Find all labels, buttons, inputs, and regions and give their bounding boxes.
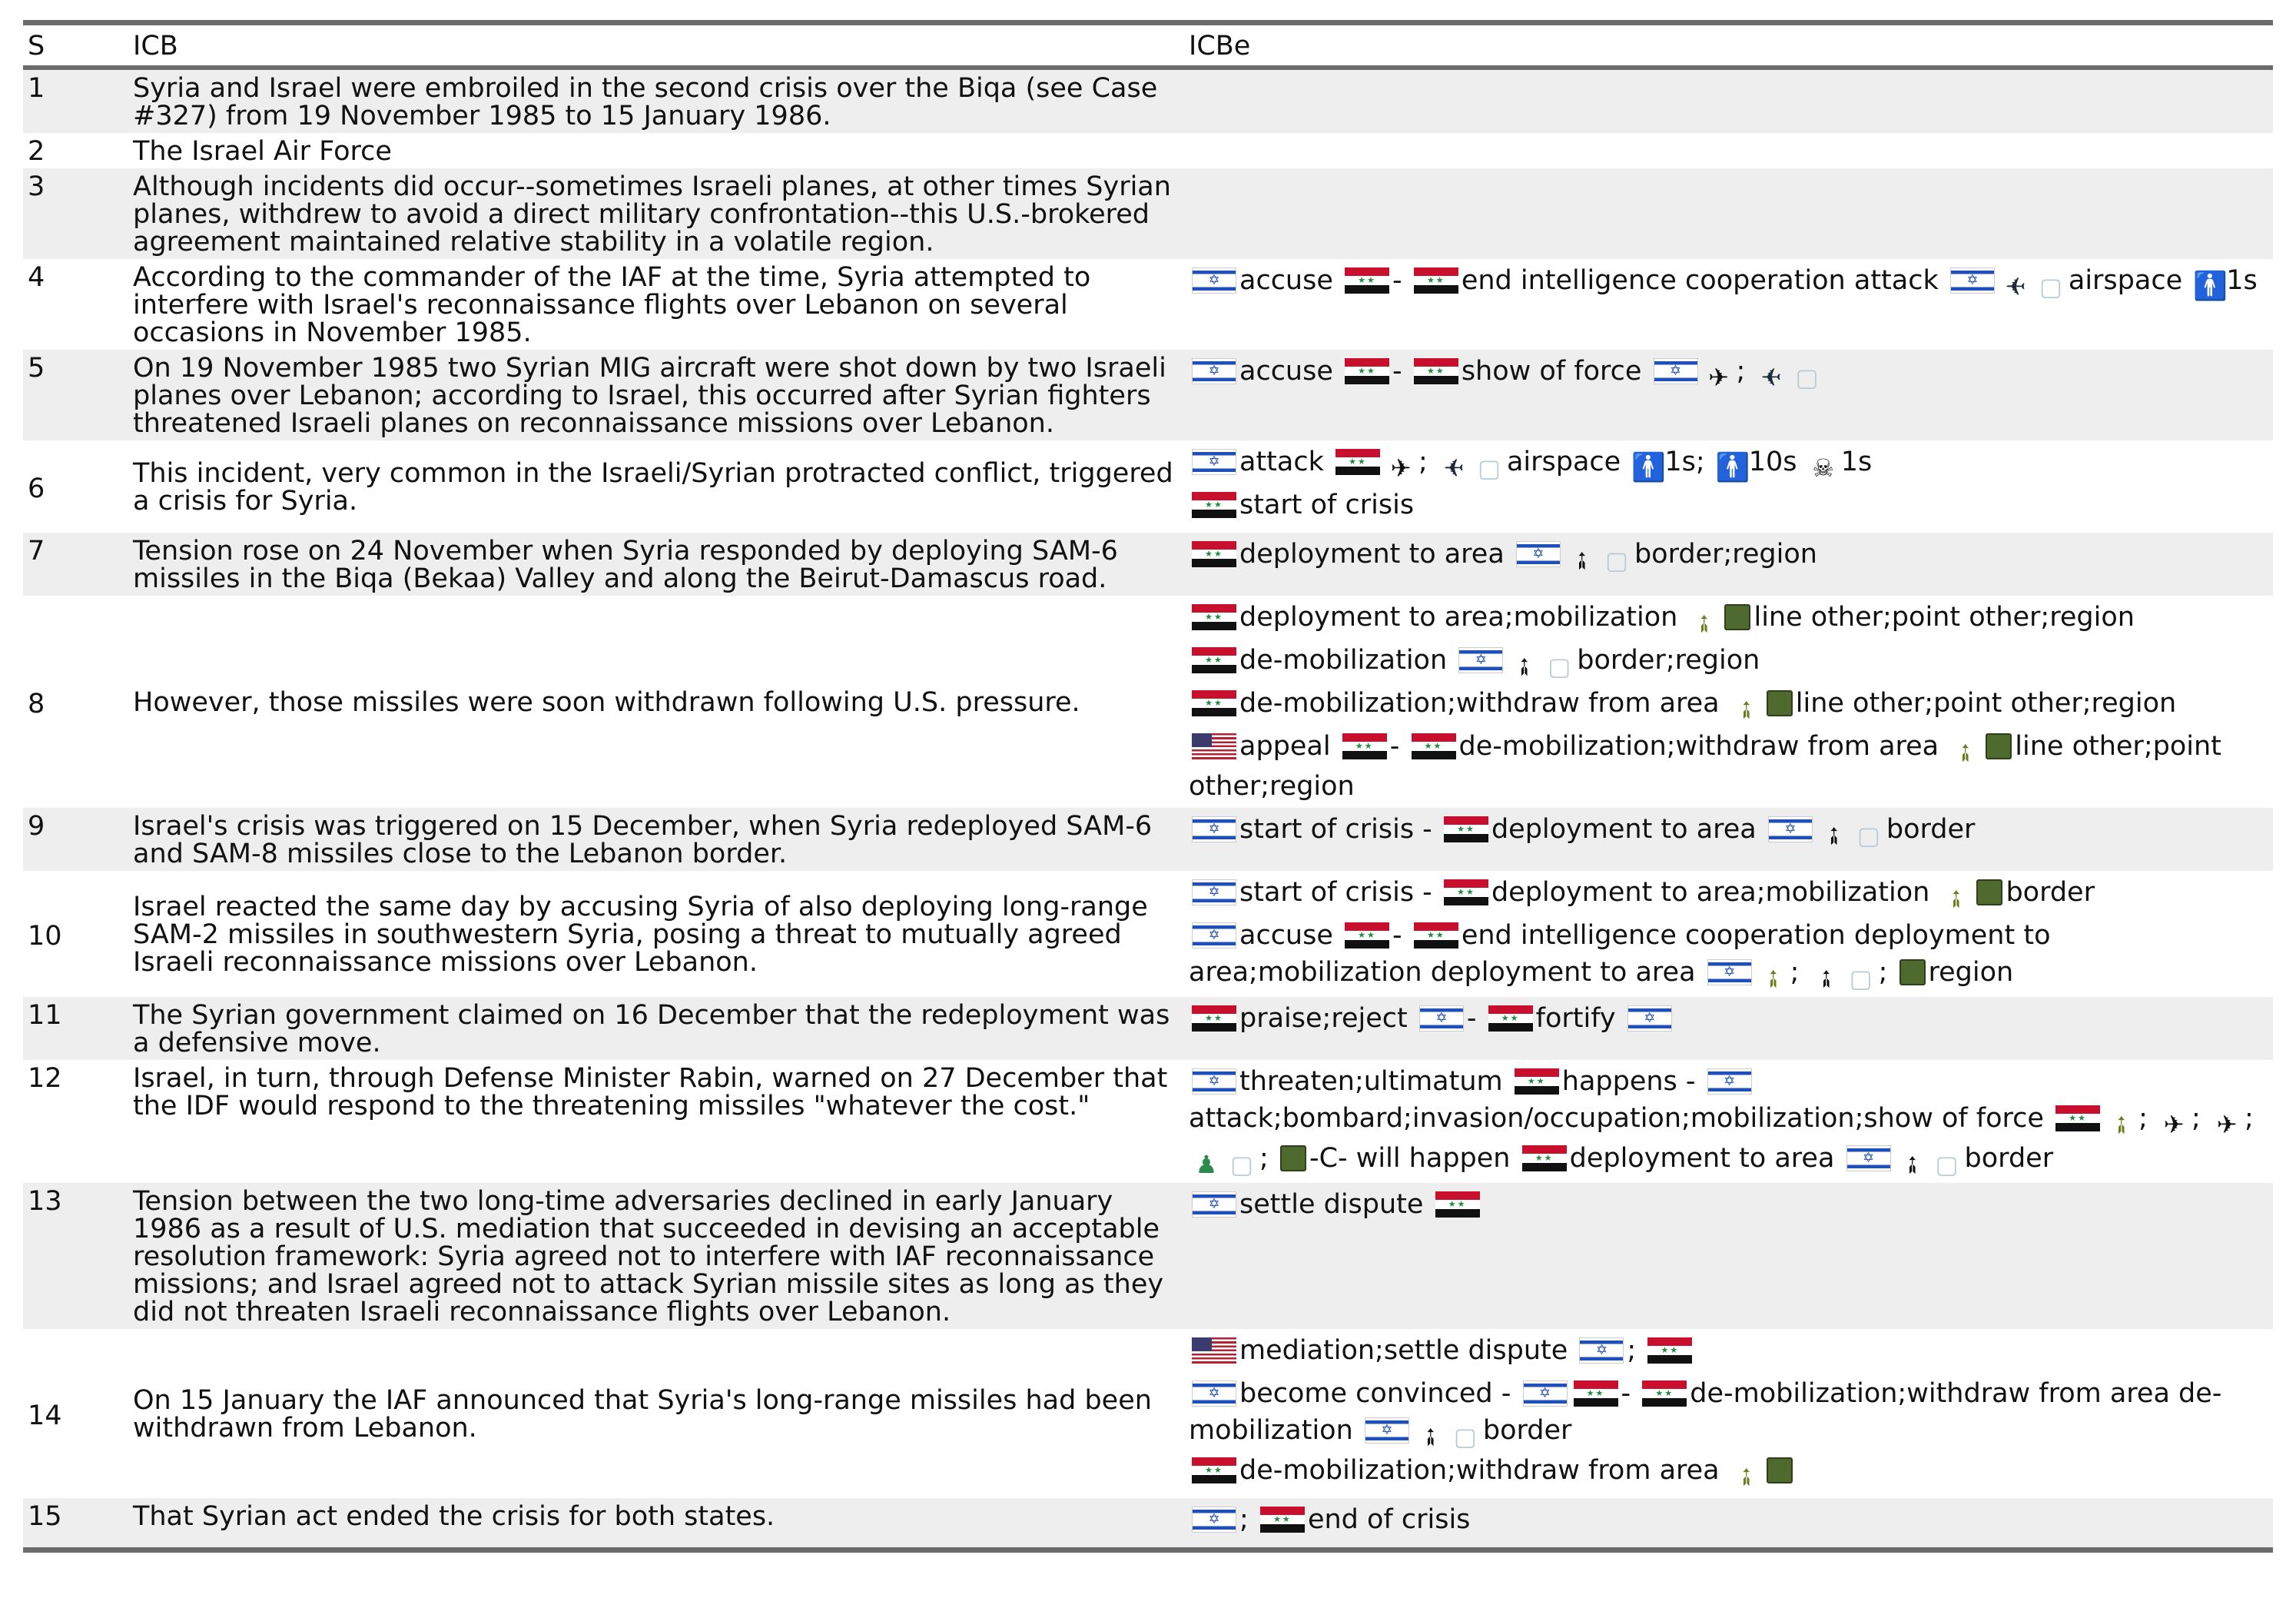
icbe-text: 1s xyxy=(2226,265,2258,296)
icbe-event-line xyxy=(1189,1000,2273,1043)
icb-text: The Syrian government claimed on 16 December that the redeployment was a defensive move. xyxy=(128,997,1184,1060)
icbe-text: fortify xyxy=(1535,1003,1616,1034)
sam-icon: ➶ xyxy=(1727,692,1763,727)
syria-flag-icon xyxy=(1488,1005,1533,1032)
icbe-text: mediation;settle dispute xyxy=(1239,1335,1568,1366)
syria-flag-icon xyxy=(1414,267,1458,294)
israel-flag-icon xyxy=(1950,267,1995,294)
header-s: S xyxy=(23,25,128,68)
icbe-event-line xyxy=(1189,262,2273,305)
icbe-cell xyxy=(1184,168,2273,259)
icbe-text: - xyxy=(1392,265,1402,296)
sam-icon: ➶ xyxy=(1938,881,1974,916)
icbe-text: 1s xyxy=(1840,447,1873,477)
icbe-text: ; xyxy=(2244,1103,2254,1134)
jet-icon: ✈ xyxy=(2216,1110,2238,1139)
icbe-text: become convinced - xyxy=(1239,1378,1511,1409)
icbe-text: region xyxy=(1928,957,2014,988)
skull-icon: ☠ xyxy=(1812,453,1835,483)
usa-flag-icon xyxy=(1192,1337,1236,1364)
icbe-text: border;region xyxy=(1634,539,1817,570)
icbe-cell xyxy=(1184,68,2273,133)
icbe-text: de-mobilization;withdraw from area xyxy=(1239,688,1720,719)
israel-flag-icon xyxy=(1768,816,1813,842)
icbe-text: start of crisis xyxy=(1239,490,1415,520)
icbe-text: attack;bombard;invasion/occupation;mobilization;show of force xyxy=(1189,1103,2044,1134)
israel-flag-icon xyxy=(1192,1507,1236,1533)
airspace-icon: ▢ xyxy=(1229,1150,1254,1179)
sam-icon: ➶ xyxy=(1727,1459,1763,1494)
icbe-text: deployment to area xyxy=(1491,814,1757,845)
icbe-event-line xyxy=(1189,685,2273,728)
icbe-text: ; xyxy=(1878,957,1888,988)
icbe-event-line xyxy=(1189,874,2273,917)
land-icon xyxy=(1280,1145,1306,1171)
icbe-text: line other;point other;region xyxy=(1795,688,2177,719)
icb-text: Although incidents did occur--sometimes Israeli planes, at other times Syrian planes, withdrew to avoid a direct military confrontation--this U.S.-brokered agreement maintained relative stability in a volatile region. xyxy=(128,168,1184,259)
icb-text: Tension rose on 24 November when Syria responded by deploying SAM-6 missiles in the Biqa (Bekaa) Valley and along the Beirut-Damascus road. xyxy=(128,533,1184,596)
icb-text: On 15 January the IAF announced that Syria's long-range missiles had been withdrawn from Lebanon. xyxy=(133,1385,1152,1444)
top-rule xyxy=(23,20,2273,25)
land-icon xyxy=(1767,1457,1793,1483)
israel-flag-icon xyxy=(1192,922,1236,949)
missile-icon: ➶ xyxy=(1412,1419,1448,1454)
icb-text: On 19 November 1985 two Syrian MIG aircraft were shot down by two Israeli planes over Lebanon; according to Israel, this occurred after Syrian fighters threatened Israeli planes on reconnaissance missions over Lebanon. xyxy=(128,350,1184,440)
icbe-text: deployment to area;mobilization xyxy=(1491,877,1930,908)
icbe-event-line xyxy=(1189,811,2273,854)
icbe-text: border xyxy=(1964,1143,2054,1174)
row-number: 8 xyxy=(28,689,45,719)
icbe-text: airspace xyxy=(1506,447,1621,477)
icbe-event-line xyxy=(1189,1501,2273,1544)
sam-icon: ➶ xyxy=(1947,735,1983,770)
row-number: 11 xyxy=(23,997,128,1060)
airspace-icon: ▢ xyxy=(2039,272,2062,301)
syria-flag-icon xyxy=(1435,1191,1480,1218)
icbe-event-line xyxy=(1189,353,2273,396)
missile-icon: ➶ xyxy=(1807,961,1843,996)
israel-flag-icon xyxy=(1654,358,1698,384)
syria-flag-icon xyxy=(1192,690,1236,716)
row-number: 12 xyxy=(28,1063,62,1094)
israel-flag-icon xyxy=(1419,1005,1464,1032)
row-number: 9 xyxy=(23,808,128,871)
icb-text: That Syrian act ended the crisis for both states. xyxy=(128,1498,1184,1547)
jet-icon: ✈ xyxy=(1390,453,1412,483)
icbe-text: line other;point other;region xyxy=(1189,731,2221,802)
icbe-text: ; xyxy=(1736,356,1746,387)
row-number: 3 xyxy=(23,168,128,259)
icbe-text: start of crisis - xyxy=(1239,877,1432,908)
icbe-cell xyxy=(1184,871,2273,997)
icbe-cell xyxy=(1184,533,2273,596)
icbe-event-line xyxy=(1189,728,2273,805)
land-icon xyxy=(1900,959,1926,985)
land-icon xyxy=(1724,604,1750,630)
israel-flag-icon xyxy=(1192,358,1236,384)
land-icon xyxy=(1976,879,2002,905)
israel-flag-icon xyxy=(1523,1380,1568,1407)
icbe-text: accuse xyxy=(1239,265,1333,296)
icbe-text: ; xyxy=(1259,1143,1269,1174)
icbe-text: - xyxy=(1389,731,1400,762)
row-number: 1 xyxy=(23,68,128,133)
icb-text: Israel's crisis was triggered on 15 December, when Syria redeployed SAM-6 and SAM-8 missiles close to the Lebanon border. xyxy=(128,808,1184,871)
missile-icon: ➶ xyxy=(1564,543,1599,578)
airspace-icon: ▢ xyxy=(1849,964,1873,993)
row-number: 5 xyxy=(23,350,128,440)
icbe-text: border xyxy=(2006,877,2095,908)
icbe-text: ; xyxy=(2138,1103,2148,1134)
icbe-text: - xyxy=(1392,356,1402,387)
table-row xyxy=(23,1329,2273,1498)
table-row xyxy=(23,259,2273,350)
icb-text: Israel, in turn, through Defense Minister Rabin, warned on 27 December that the IDF would respond to the threatening missiles "whatever the cost." xyxy=(133,1063,1168,1121)
table-row xyxy=(23,997,2273,1060)
syria-flag-icon xyxy=(1335,449,1380,475)
table-row xyxy=(23,168,2273,259)
table-row xyxy=(23,133,2273,168)
syria-flag-icon xyxy=(1345,267,1389,294)
icbe-text: 1s; xyxy=(1664,447,1705,477)
israel-flag-icon xyxy=(1579,1337,1624,1364)
icb-text: Syria and Israel were embroiled in the second crisis over the Biqa (see Case #327) from 19 November 1985 to 15 January 1986. xyxy=(128,68,1184,133)
icbe-text: appeal xyxy=(1239,731,1331,762)
airspace-icon: ▢ xyxy=(1935,1150,1959,1179)
icbe-event-line xyxy=(1189,1186,2273,1229)
icbe-event-line xyxy=(1189,1452,2273,1495)
icbe-text: deployment to area xyxy=(1569,1143,1835,1174)
table-row xyxy=(23,1060,2273,1183)
troops-icon: ♟ xyxy=(1195,1150,1218,1179)
syria-flag-icon xyxy=(1192,647,1236,673)
icbe-text: airspace xyxy=(2068,265,2183,296)
icbe-text: - xyxy=(1466,1003,1477,1034)
israel-flag-icon xyxy=(1627,1005,1672,1032)
icbe-text: attack xyxy=(1239,447,1324,477)
uav-icon: ✈ xyxy=(1761,363,1782,392)
person-icon: 🚹 xyxy=(1631,452,1667,483)
uav-icon: ✈ xyxy=(2005,272,2026,301)
icb-text: However, those missiles were soon withdrawn following U.S. pressure. xyxy=(133,687,1080,718)
icbe-cell xyxy=(1184,259,2273,350)
icbe-text: deployment to area;mobilization xyxy=(1239,602,1678,633)
usa-flag-icon xyxy=(1192,733,1236,759)
icbe-cell xyxy=(1184,1329,2273,1498)
icbe-text: ; xyxy=(1627,1335,1637,1366)
icbe-text: ; xyxy=(1239,1504,1249,1535)
icbe-text: 10s xyxy=(1748,447,1797,477)
icbe-event-line xyxy=(1189,1063,2273,1180)
airspace-icon: ▢ xyxy=(1856,821,1880,850)
icbe-text: show of force xyxy=(1461,356,1642,387)
israel-flag-icon xyxy=(1516,541,1561,567)
missile-icon: ➶ xyxy=(1506,649,1542,684)
row-number: 13 xyxy=(23,1183,128,1329)
icbe-text: line other;point other;region xyxy=(1754,602,2135,633)
syria-flag-icon xyxy=(1414,922,1458,949)
icbe-text: border xyxy=(1886,814,1976,845)
israel-flag-icon xyxy=(1192,879,1236,905)
israel-flag-icon xyxy=(1365,1417,1409,1444)
land-icon xyxy=(1986,733,2012,759)
airspace-icon: ▢ xyxy=(1795,363,1819,392)
icbe-cell xyxy=(1184,997,2273,1060)
syria-flag-icon xyxy=(1414,358,1458,384)
syria-flag-icon xyxy=(1192,1005,1236,1032)
israel-flag-icon xyxy=(1846,1145,1891,1171)
icbe-text: end intelligence cooperation deployment to area;mobilization deployment to area xyxy=(1189,920,2051,988)
icbe-cell xyxy=(1184,133,2273,168)
icbe-text: ; xyxy=(2191,1103,2201,1134)
table-row xyxy=(23,596,2273,808)
row-number: 14 xyxy=(28,1400,62,1431)
icbe-text: border;region xyxy=(1577,645,1760,676)
syria-flag-icon xyxy=(1345,358,1389,384)
airspace-icon: ▢ xyxy=(1453,1422,1478,1451)
land-icon xyxy=(1767,690,1793,716)
icbe-cell xyxy=(1184,1498,2273,1547)
icbe-text: accuse xyxy=(1239,356,1333,387)
row-number: 7 xyxy=(23,533,128,596)
airspace-icon: ▢ xyxy=(1548,652,1571,681)
table-body xyxy=(23,68,2273,1547)
icbe-text: threaten;ultimatum xyxy=(1239,1066,1503,1097)
table-row xyxy=(23,1183,2273,1329)
icb-text: The Israel Air Force xyxy=(133,136,392,167)
icb-text: This incident, very common in the Israeli/Syrian protracted conflict, triggered a crisis for Syria. xyxy=(133,458,1173,517)
row-number: 15 xyxy=(23,1498,128,1547)
table-row xyxy=(23,68,2273,133)
jet-icon: ✈ xyxy=(1708,363,1729,392)
icbe-text: end of crisis xyxy=(1307,1504,1471,1535)
icbe-event-line xyxy=(1189,487,2273,530)
syria-flag-icon xyxy=(1444,879,1488,905)
syria-flag-icon xyxy=(1342,733,1387,759)
syria-flag-icon xyxy=(2055,1105,2100,1131)
icbe-cell xyxy=(1184,1183,2273,1329)
row-number: 10 xyxy=(28,921,62,952)
sam-icon: ➶ xyxy=(1754,961,1790,996)
syria-flag-icon xyxy=(1192,604,1236,630)
icbe-text: ; xyxy=(1790,957,1800,988)
icbe-text: border xyxy=(1482,1415,1572,1446)
icbe-text: -C- will happen xyxy=(1309,1143,1511,1174)
person-icon: 🚹 xyxy=(1715,452,1750,483)
icbe-text: start of crisis - xyxy=(1239,814,1432,845)
israel-flag-icon xyxy=(1192,816,1236,842)
header-row xyxy=(23,25,2273,68)
icbe-event-line xyxy=(1189,917,2273,994)
airspace-icon: ▢ xyxy=(1477,453,1501,483)
header-icb: ICB xyxy=(128,25,1184,68)
table-row xyxy=(23,350,2273,440)
icbe-text: deployment to area xyxy=(1239,539,1505,570)
table-row xyxy=(23,440,2273,533)
icbe-text: - xyxy=(1392,920,1402,951)
icb-text: Tension between the two long-time adversaries declined in early January 1986 as a result of U.S. mediation that succeeded in devising an acceptable resolution framework: Syria agreed not to interfere with IAF reconnaissance missions; and Israel agreed not to attack Syrian missile sites as long as they did not threaten Israeli reconnaissance flights over Lebanon. xyxy=(128,1183,1184,1329)
crisis-table xyxy=(23,25,2273,1547)
israel-flag-icon xyxy=(1458,647,1503,673)
icbe-text: end intelligence cooperation attack xyxy=(1461,265,1939,296)
missile-icon: ➶ xyxy=(1815,818,1851,853)
syria-flag-icon xyxy=(1192,541,1236,567)
table-row xyxy=(23,808,2273,871)
icbe-text: settle dispute xyxy=(1239,1189,1424,1220)
israel-flag-icon xyxy=(1707,959,1752,985)
syria-flag-icon xyxy=(1522,1145,1567,1171)
syria-flag-icon xyxy=(1345,922,1389,949)
icbe-text: praise;reject xyxy=(1239,1003,1408,1034)
syria-flag-icon xyxy=(1574,1380,1618,1407)
syria-flag-icon xyxy=(1412,733,1456,759)
uav-icon: ✈ xyxy=(1443,453,1465,483)
table-row xyxy=(23,871,2273,997)
syria-flag-icon xyxy=(1260,1507,1305,1533)
icbe-text: accuse xyxy=(1239,920,1333,951)
icbe-event-line xyxy=(1189,642,2273,685)
israel-flag-icon xyxy=(1192,1380,1236,1407)
israel-flag-icon xyxy=(1192,1191,1236,1218)
icbe-cell xyxy=(1184,440,2273,533)
icbe-text: - xyxy=(1621,1378,1631,1409)
icbe-event-line xyxy=(1189,444,2273,487)
icbe-text: de-mobilization;withdraw from area xyxy=(1458,731,1939,762)
icbe-text: de-mobilization xyxy=(1239,645,1448,676)
syria-flag-icon xyxy=(1192,1457,1236,1483)
syria-flag-icon xyxy=(1647,1337,1692,1364)
syria-flag-icon xyxy=(1444,816,1488,842)
syria-flag-icon xyxy=(1515,1068,1559,1095)
syria-flag-icon xyxy=(1642,1380,1687,1407)
row-number: 6 xyxy=(28,473,45,504)
icbe-text: ; xyxy=(1418,447,1428,477)
icbe-text: de-mobilization;withdraw from area xyxy=(1239,1455,1720,1486)
icbe-cell xyxy=(1184,808,2273,871)
israel-flag-icon xyxy=(1707,1068,1752,1095)
header-icbe: ICBe xyxy=(1184,25,2273,68)
row-number: 2 xyxy=(28,136,45,167)
icbe-cell xyxy=(1184,596,2273,808)
icbe-event-line xyxy=(1189,1332,2273,1375)
row-number: 4 xyxy=(28,262,45,293)
icbe-event-line xyxy=(1189,599,2273,642)
bottom-rule xyxy=(23,1547,2273,1553)
syria-flag-icon xyxy=(1192,492,1236,518)
missile-icon: ➶ xyxy=(1893,1147,1929,1182)
sam-icon: ➶ xyxy=(2103,1107,2139,1142)
crisis-table-container xyxy=(23,20,2273,1553)
israel-flag-icon xyxy=(1192,267,1236,294)
table-row xyxy=(23,1498,2273,1547)
icb-text: Israel reacted the same day by accusing Syria of also deploying long-range SAM-2 missiles in southwestern Syria, posing a threat to mutually agreed Israeli reconnaissance missions over Lebanon. xyxy=(133,892,1148,978)
icbe-text: happens - xyxy=(1561,1066,1696,1097)
israel-flag-icon xyxy=(1192,1068,1236,1095)
table-row xyxy=(23,533,2273,596)
icbe-event-line xyxy=(1189,1375,2273,1452)
icb-text: According to the commander of the IAF at the time, Syria attempted to interfere with Israel's reconnaissance flights over Lebanon on several occasions in November 1985. xyxy=(133,262,1091,348)
plane-icon: ✈ xyxy=(2163,1110,2185,1139)
person-icon: 🚹 xyxy=(2193,271,2228,302)
icbe-cell xyxy=(1184,1060,2273,1183)
icbe-text: de-mobilization;withdraw from area de-mobilization xyxy=(1189,1378,2222,1446)
icbe-event-line xyxy=(1189,536,2273,579)
airspace-icon: ▢ xyxy=(1604,546,1629,575)
icbe-cell xyxy=(1184,350,2273,440)
sam-icon: ➶ xyxy=(1686,606,1722,641)
israel-flag-icon xyxy=(1192,449,1236,475)
